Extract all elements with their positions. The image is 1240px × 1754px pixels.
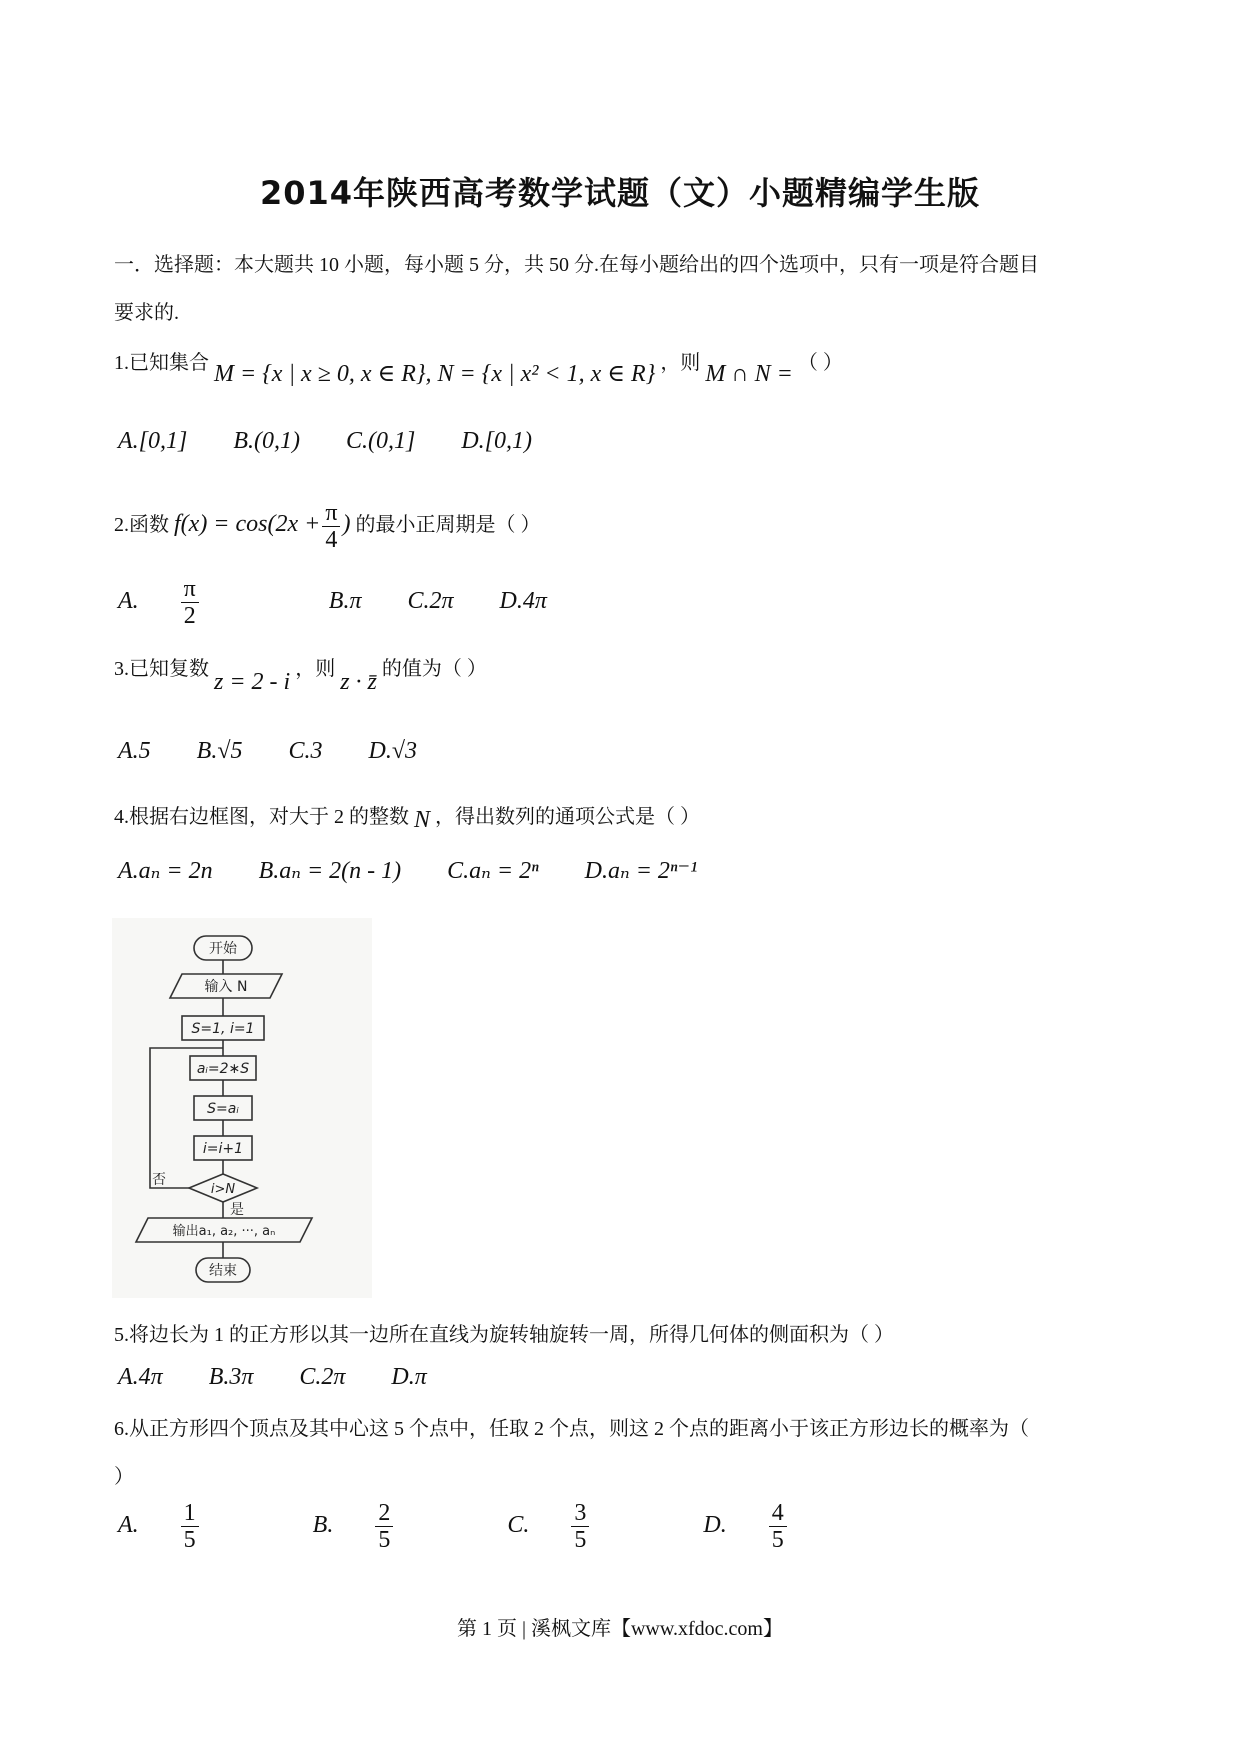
flow-input-text: 输入 N — [204, 979, 248, 995]
q4-option-c: C.aₙ = 2ⁿ — [447, 858, 539, 884]
q6-options — [118, 1500, 907, 1553]
flow-step3-text: i=i+1 — [202, 1141, 244, 1157]
q3-complex: z = 2 - i — [214, 669, 291, 695]
q6-option-d — [703, 1500, 866, 1553]
question-5: 5.将边长为 1 的正方形以其一边所在直线为旋转轴旋转一周，所得几何体的侧面积为（ ） — [114, 1324, 894, 1346]
q2-option-c: C.2π — [407, 588, 454, 615]
q1-options — [118, 428, 572, 455]
question-1 — [114, 346, 843, 387]
q1-option-b: B.(0,1) — [233, 428, 300, 454]
q2-option-a-label: A. — [118, 588, 139, 615]
q4-option-a: A.aₙ = 2n — [118, 858, 213, 884]
q6-option-c-num: 3 — [571, 1500, 589, 1527]
q4-options — [118, 856, 737, 885]
q2-option-b: B.π — [328, 588, 362, 615]
q3-option-c: C.3 — [288, 738, 323, 764]
question-3 — [114, 652, 487, 695]
q6-option-b-num: 2 — [375, 1500, 393, 1527]
q3-option-d: D.√3 — [368, 738, 418, 764]
q6-option-c-fraction — [571, 1500, 629, 1553]
q3-expression: z · z̄ — [340, 669, 377, 695]
q2-function: f(x) = cos(2x + — [174, 511, 321, 538]
section-instructions-2: 要求的. — [114, 302, 179, 324]
q2-fraction — [322, 500, 340, 553]
q1-bracket: （ ） — [797, 352, 843, 374]
q4-n: N — [414, 807, 431, 833]
q4-option-b: B.aₙ = 2(n - 1) — [258, 858, 402, 884]
q6-option-a-label: A. — [118, 1512, 139, 1539]
q1-option-a: A.[0,1] — [118, 428, 188, 454]
q5-option-a: A.4π — [118, 1364, 163, 1390]
q6-option-c-label: C. — [507, 1512, 530, 1539]
q4-suffix: ，得出数列的通项公式是（ ） — [435, 806, 701, 828]
question-6-line-2: ） — [114, 1466, 134, 1488]
q6-option-b-fraction — [375, 1500, 433, 1553]
question-6-line-1: 6.从正方形四个顶点及其中心这 5 个点中，任取 2 个点，则这 2 个点的距离小于该正方形边长的概率为（ — [114, 1418, 1029, 1440]
page-title: 2014年陕西高考数学试题（文）小题精编学生版 — [259, 174, 981, 212]
q2-fraction-den: 4 — [325, 527, 338, 553]
q2-option-a-den: 2 — [183, 603, 196, 629]
question-2 — [114, 500, 540, 553]
q6-option-c — [507, 1500, 669, 1553]
q1-set-definition: M = {x | x ≥ 0, x ∈ R}, N = {x | x² < 1, x ∈ R} — [214, 361, 656, 387]
q6-option-d-fraction — [769, 1500, 827, 1553]
q5-option-d: D.π — [391, 1364, 427, 1390]
q6-option-a-num: 1 — [181, 1500, 199, 1527]
q6-option-b-den: 5 — [378, 1527, 391, 1553]
q6-option-a — [118, 1500, 279, 1553]
q6-option-b-label: B. — [312, 1512, 334, 1539]
flow-start-text: 开始 — [209, 941, 237, 957]
q1-mid: ，则 — [660, 352, 701, 374]
flow-end-text: 结束 — [209, 1263, 237, 1279]
flow-yes-label: 是 — [230, 1202, 244, 1218]
q5-option-b: B.3π — [208, 1364, 254, 1390]
page-footer: 第 1 页 | 溪枫文库【www.xfdoc.com】 — [456, 1618, 783, 1640]
flow-output-text: 输出a₁, a₂, ···, aₙ — [172, 1224, 276, 1239]
q2-close-paren: ) — [342, 511, 351, 538]
flow-no-label: 否 — [152, 1172, 166, 1188]
q3-prefix: 3.已知复数 — [114, 658, 209, 680]
flowchart-background — [112, 918, 372, 1298]
q2-fraction-num: π — [322, 500, 340, 527]
question-4 — [114, 800, 701, 833]
q3-suffix: 的值为（ ） — [381, 658, 487, 680]
q2-suffix: 的最小正周期是（ ） — [355, 514, 541, 537]
q2-option-d: D.4π — [499, 588, 547, 615]
q2-option-a-fraction — [181, 576, 239, 629]
q3-option-a: A.5 — [118, 738, 151, 764]
q6-option-d-num: 4 — [769, 1500, 787, 1527]
q1-option-c: C.(0,1] — [346, 428, 416, 454]
section-instructions-1: 一．选择题：本大题共 10 小题，每小题 5 分，共 50 分.在每小题给出的四个选项中，只有一项是符合题目 — [114, 254, 1039, 276]
flow-init-text: S=1, i=1 — [191, 1021, 255, 1037]
q2-option-a — [118, 576, 279, 629]
q2-options — [118, 576, 587, 629]
q5-options — [118, 1364, 467, 1391]
flow-step2-text: S=aᵢ — [207, 1101, 239, 1117]
q2-prefix: 2.函数 — [114, 514, 169, 537]
q6-option-d-den: 5 — [771, 1527, 784, 1553]
q3-option-b: B.√5 — [196, 738, 243, 764]
q6-option-b — [312, 1500, 474, 1553]
flowchart — [112, 918, 372, 1298]
q3-mid: ，则 — [295, 658, 336, 680]
q1-option-d: D.[0,1) — [461, 428, 533, 454]
q5-option-c: C.2π — [299, 1364, 346, 1390]
q6-option-c-den: 5 — [574, 1527, 587, 1553]
q1-prefix: 1.已知集合 — [114, 352, 209, 374]
q3-options — [118, 738, 457, 765]
q6-option-a-fraction — [181, 1500, 239, 1553]
q6-option-a-den: 5 — [183, 1527, 196, 1553]
q4-prefix: 4.根据右边框图，对大于 2 的整数 — [114, 806, 409, 828]
flow-step1-text: aᵢ=2∗S — [196, 1061, 250, 1077]
q4-option-d: D.aₙ = 2ⁿ⁻¹ — [584, 858, 698, 884]
flow-condition-text: i>N — [210, 1182, 236, 1197]
q1-expression: M ∩ N = — [705, 361, 793, 387]
q6-option-d-label: D. — [703, 1512, 727, 1539]
q2-option-a-num: π — [181, 576, 199, 603]
